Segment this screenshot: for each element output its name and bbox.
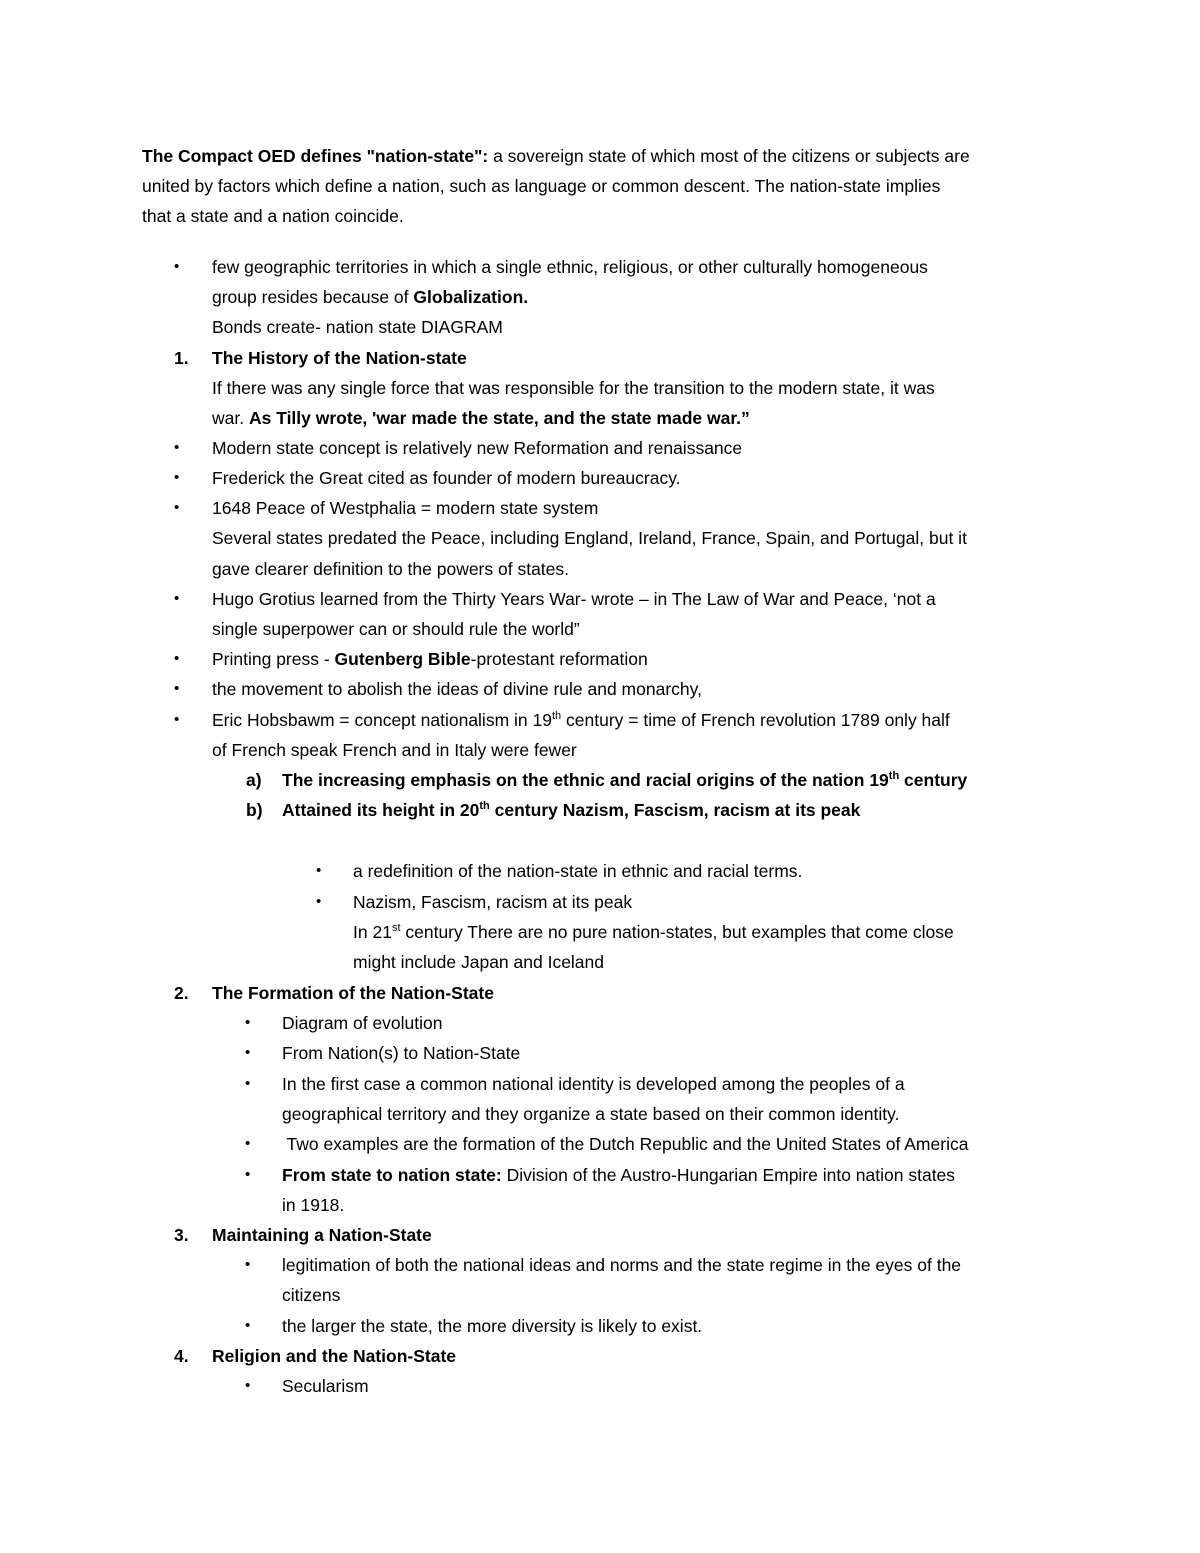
- intro-line-1: [142, 145, 970, 167]
- hobsbawm-bullet: [212, 709, 950, 731]
- legitimation-bullet: legitimation of both the national ideas and norms and the state regime in the eyes of the: [282, 1255, 962, 1275]
- superscript: st: [391, 922, 401, 934]
- section-4-heading: Religion and the Nation-State: [212, 1346, 457, 1366]
- superscript: th: [888, 770, 900, 782]
- legitimation-line-2: citizens: [282, 1285, 341, 1305]
- westphalia-line-2: Several states predated the Peace, including England, Ireland, France, Spain, and Portugal, but it: [212, 528, 967, 548]
- globalization-text: group resides because of: [212, 287, 414, 307]
- secularism-bullet: Secularism: [282, 1376, 369, 1396]
- intro-definition-text: a sovereign state of which most of the citizens or subjects are: [488, 146, 970, 166]
- bullet-marker: •: [245, 1014, 251, 1031]
- nazism-bullet: Nazism, Fascism, racism at its peak: [353, 892, 633, 912]
- sub-item-b-label: b): [246, 800, 263, 820]
- grotius-line-2: single superpower can or should rule the world”: [212, 619, 580, 639]
- nation-to-state-bullet: From Nation(s) to Nation-State: [282, 1043, 521, 1063]
- tilly-quote: As Tilly wrote, 'war made the state, and the state made war.”: [248, 408, 750, 428]
- austro-hungarian-text: Division of the Austro-Hungarian Empire into nation states: [501, 1165, 956, 1185]
- japan-iceland-line: might include Japan and Iceland: [353, 952, 605, 972]
- diversity-bullet: the larger the state, the more diversity is likely to exist.: [282, 1316, 703, 1336]
- sub-item-a-label: a): [246, 770, 262, 790]
- globalization-bullet-line-2: [212, 286, 528, 308]
- globalization-bold: Globalization.: [413, 287, 529, 307]
- printing-press-text: Printing press -: [212, 649, 335, 669]
- modern-state-bullet: Modern state concept is relatively new Reformation and renaissance: [212, 438, 743, 458]
- printing-press-bullet: [212, 648, 648, 670]
- section-1-line-1: If there was any single force that was responsible for the transition to the modern state, it was: [212, 378, 935, 398]
- bullet-marker: •: [245, 1135, 251, 1152]
- intro-line-3: that a state and a nation coincide.: [142, 206, 404, 226]
- sub-item-b: [282, 799, 860, 821]
- bullet-marker: •: [174, 439, 180, 456]
- section-3-number: 3.: [174, 1225, 189, 1245]
- gutenberg-bible: Gutenberg Bible: [334, 649, 471, 669]
- section-1-heading: The History of the Nation-state: [212, 348, 467, 368]
- superscript: th: [551, 710, 562, 722]
- bullet-marker: •: [174, 590, 180, 607]
- bullet-marker: •: [316, 862, 322, 879]
- 21st-century-line: [353, 921, 954, 943]
- westphalia-line-3: gave clearer definition to the powers of states.: [212, 559, 570, 579]
- bullet-marker: •: [174, 711, 180, 728]
- bullet-marker: •: [174, 258, 180, 275]
- bullet-marker: •: [174, 499, 180, 516]
- bullet-marker: •: [245, 1317, 251, 1334]
- bullet-marker: •: [245, 1256, 251, 1273]
- bullet-marker: •: [316, 893, 322, 910]
- reformation-text: -protestant reformation: [470, 649, 648, 669]
- grotius-bullet: Hugo Grotius learned from the Thirty Years War- wrote – in The Law of War and Peace, ‘not a: [212, 589, 936, 609]
- state-to-nation-bold: From state to nation state:: [282, 1165, 502, 1185]
- section-4-number: 4.: [174, 1346, 189, 1366]
- divine-rule-bullet: the movement to abolish the ideas of divine rule and monarchy,: [212, 679, 702, 699]
- first-case-line-2: geographical territory and they organize a state based on their common identity.: [282, 1104, 900, 1124]
- bullet-marker: •: [174, 650, 180, 667]
- sub-item-a-text-cont: century: [899, 770, 968, 790]
- redefinition-bullet: a redefinition of the nation-state in ethnic and racial terms.: [353, 861, 803, 881]
- sub-item-a: [282, 769, 967, 791]
- 21st-century-text: In 21: [353, 922, 392, 942]
- 21st-century-text-cont: century There are no pure nation-states, but examples that come close: [400, 922, 954, 942]
- hobsbawm-line-2: of French speak French and in Italy were fewer: [212, 740, 577, 760]
- globalization-bullet-line-1: few geographic territories in which a single ethnic, religious, or other culturally homogeneous: [212, 257, 928, 277]
- section-2-number: 2.: [174, 983, 189, 1003]
- intro-definition-term: The Compact OED defines "nation-state":: [142, 146, 489, 166]
- sub-item-b-text-cont: century Nazism, Fascism, racism at its peak: [489, 800, 861, 820]
- section-1-line-2: [212, 407, 750, 429]
- diagram-evolution-bullet: Diagram of evolution: [282, 1013, 443, 1033]
- state-to-nation-line-2: in 1918.: [282, 1195, 345, 1215]
- section-3-heading: Maintaining a Nation-State: [212, 1225, 432, 1245]
- war-text: war.: [212, 408, 249, 428]
- sub-item-b-text: Attained its height in 20: [282, 800, 480, 820]
- examples-bullet: Two examples are the formation of the Dutch Republic and the United States of America: [282, 1134, 969, 1154]
- bullet-marker: •: [245, 1075, 251, 1092]
- bullet-marker: •: [174, 469, 180, 486]
- first-case-bullet: In the first case a common national identity is developed among the peoples of a: [282, 1074, 905, 1094]
- superscript: th: [479, 800, 490, 812]
- section-1-number: 1.: [174, 348, 189, 368]
- hobsbawm-text-cont: century = time of French revolution 1789 only half: [561, 710, 950, 730]
- bonds-line: Bonds create- nation state DIAGRAM: [212, 317, 503, 337]
- westphalia-bullet: 1648 Peace of Westphalia = modern state system: [212, 498, 599, 518]
- bullet-marker: •: [245, 1377, 251, 1394]
- hobsbawm-text: Eric Hobsbawm = concept nationalism in 19: [212, 710, 552, 730]
- intro-line-2: united by factors which define a nation, such as language or common descent. The nation-state implies: [142, 176, 941, 196]
- frederick-bullet: Frederick the Great cited as founder of modern bureaucracy.: [212, 468, 681, 488]
- bullet-marker: •: [174, 680, 180, 697]
- state-to-nation-bullet: [282, 1164, 955, 1186]
- section-2-heading: The Formation of the Nation-State: [212, 983, 494, 1003]
- bullet-marker: •: [245, 1044, 251, 1061]
- sub-item-a-text: The increasing emphasis on the ethnic and racial origins of the nation 19: [282, 770, 889, 790]
- bullet-marker: •: [245, 1166, 251, 1183]
